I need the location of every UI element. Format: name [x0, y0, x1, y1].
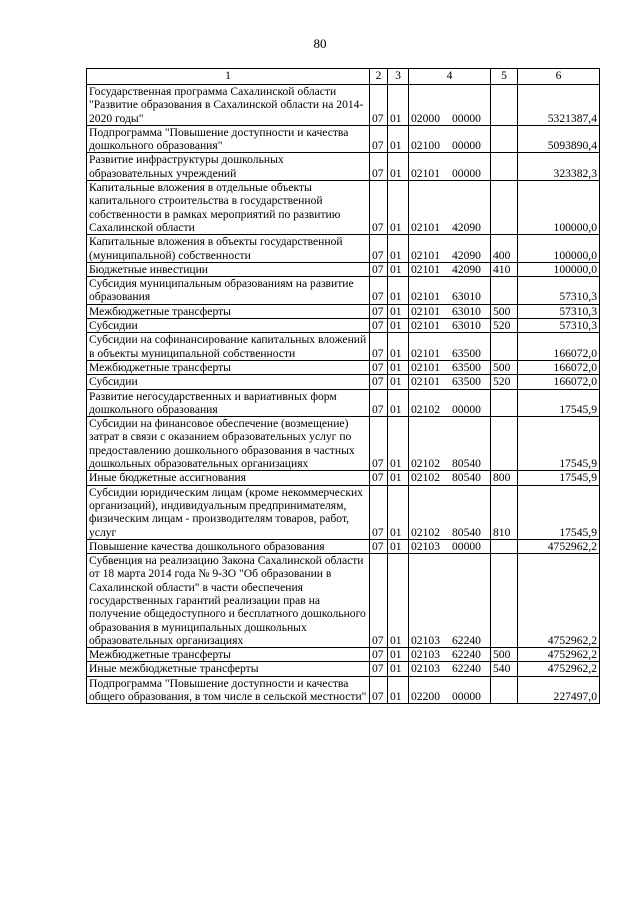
target-code-direction: 62240	[451, 662, 481, 676]
column-header-2: 2	[370, 69, 388, 85]
row-expense-type	[491, 277, 518, 305]
row-section-code: 07	[370, 360, 388, 374]
target-code-program: 02101	[411, 262, 440, 276]
table-row	[87, 304, 600, 318]
row-name: Межбюджетные трансферты	[87, 360, 370, 374]
row-target-code	[409, 648, 491, 662]
row-amount: 323382,3	[518, 153, 600, 181]
row-amount: 4752962,2	[518, 554, 600, 648]
row-subsection-code: 01	[388, 676, 409, 704]
target-code-program: 02103	[411, 633, 440, 647]
row-target-code	[409, 85, 491, 126]
row-section-code: 07	[370, 375, 388, 389]
row-subsection-code: 01	[388, 648, 409, 662]
row-subsection-code: 01	[388, 85, 409, 126]
row-name: Государственная программа Сахалинской области "Развитие образования в Сахалинской области на 2014-2020 годы"	[87, 85, 370, 126]
target-code-program: 02101	[411, 375, 440, 389]
row-subsection-code: 01	[388, 181, 409, 235]
target-code-program: 02101	[411, 290, 440, 304]
target-code-direction: 42090	[451, 248, 481, 262]
row-section-code: 07	[370, 262, 388, 276]
row-subsection-code: 01	[388, 375, 409, 389]
row-target-code	[409, 417, 491, 471]
row-section-code: 07	[370, 389, 388, 417]
row-name: Субсидии	[87, 375, 370, 389]
row-section-code: 07	[370, 304, 388, 318]
row-amount: 17545,9	[518, 471, 600, 485]
target-code-program: 02103	[411, 648, 440, 662]
table-row	[87, 153, 600, 181]
row-subsection-code: 01	[388, 262, 409, 276]
row-expense-type: 800	[491, 471, 518, 485]
row-expense-type: 500	[491, 304, 518, 318]
row-amount: 4752962,2	[518, 648, 600, 662]
table-row	[87, 375, 600, 389]
row-name: Бюджетные инвестиции	[87, 262, 370, 276]
target-code-direction: 80540	[451, 525, 481, 539]
target-code-direction: 80540	[451, 471, 481, 485]
row-subsection-code: 01	[388, 471, 409, 485]
row-section-code: 07	[370, 153, 388, 181]
column-header-1: 1	[87, 69, 370, 85]
table-row	[87, 277, 600, 305]
row-expense-type	[491, 676, 518, 704]
target-code-direction: 63500	[451, 375, 481, 389]
target-code-program: 02101	[411, 220, 440, 234]
row-name: Развитие инфраструктуры дошкольных образовательных учреждений	[87, 153, 370, 181]
target-code-program: 02102	[411, 402, 440, 416]
row-section-code: 07	[370, 485, 388, 539]
row-section-code: 07	[370, 277, 388, 305]
table-row	[87, 539, 600, 553]
row-target-code	[409, 375, 491, 389]
target-code-program: 02102	[411, 525, 440, 539]
column-header-5: 5	[491, 69, 518, 85]
row-target-code	[409, 539, 491, 553]
row-name: Межбюджетные трансферты	[87, 648, 370, 662]
target-code-program: 02101	[411, 166, 440, 180]
row-amount: 57310,3	[518, 277, 600, 305]
row-expense-type	[491, 539, 518, 553]
row-expense-type	[491, 125, 518, 153]
row-amount: 166072,0	[518, 333, 600, 361]
table-row	[87, 648, 600, 662]
row-name: Субсидии на финансовое обеспечение (возмещение) затрат в связи с оказанием образовательных услуг по предоставлению дошкольного образования в частных дошкольных образовательных организациях	[87, 417, 370, 471]
row-subsection-code: 01	[388, 319, 409, 333]
row-section-code: 07	[370, 85, 388, 126]
row-target-code	[409, 662, 491, 676]
target-code-direction: 80540	[451, 457, 481, 471]
row-target-code	[409, 277, 491, 305]
target-code-direction: 00000	[451, 111, 481, 125]
row-name: Субсидии	[87, 319, 370, 333]
row-subsection-code: 01	[388, 360, 409, 374]
target-code-program: 02101	[411, 319, 440, 333]
row-subsection-code: 01	[388, 333, 409, 361]
row-subsection-code: 01	[388, 125, 409, 153]
row-section-code: 07	[370, 235, 388, 263]
row-section-code: 07	[370, 319, 388, 333]
row-name: Подпрограмма "Повышение доступности и качества дошкольного образования"	[87, 125, 370, 153]
row-name: Развитие негосударственных и вариативных форм дошкольного образования	[87, 389, 370, 417]
row-name: Повышение качества дошкольного образования	[87, 539, 370, 553]
row-amount: 227497,0	[518, 676, 600, 704]
row-name: Капитальные вложения в отдельные объекты капитального строительства в государственной собственности в рамках мероприятий по развитию Сахалинской области	[87, 181, 370, 235]
target-code-direction: 62240	[451, 648, 481, 662]
row-target-code	[409, 181, 491, 235]
row-amount: 100000,0	[518, 235, 600, 263]
table-row	[87, 262, 600, 276]
column-header-3: 3	[388, 69, 409, 85]
target-code-direction: 63010	[451, 304, 481, 318]
target-code-program: 02101	[411, 360, 440, 374]
table-row	[87, 360, 600, 374]
table-row	[87, 676, 600, 704]
row-target-code	[409, 333, 491, 361]
target-code-program: 02200	[411, 690, 440, 704]
page-number: 80	[313, 36, 327, 51]
budget-table	[86, 68, 600, 704]
row-subsection-code: 01	[388, 389, 409, 417]
row-expense-type: 410	[491, 262, 518, 276]
row-amount: 57310,3	[518, 304, 600, 318]
target-code-program: 02103	[411, 662, 440, 676]
row-name: Капитальные вложения в объекты государственной (муниципальной) собственности	[87, 235, 370, 263]
row-target-code	[409, 304, 491, 318]
row-subsection-code: 01	[388, 277, 409, 305]
target-code-direction: 63500	[451, 346, 481, 360]
row-section-code: 07	[370, 539, 388, 553]
row-expense-type: 400	[491, 235, 518, 263]
target-code-direction: 00000	[451, 539, 481, 553]
table-row	[87, 333, 600, 361]
row-target-code	[409, 676, 491, 704]
row-name: Субсидия муниципальным образованиям на развитие образования	[87, 277, 370, 305]
row-name: Субсидии юридическим лицам (кроме некоммерческих организаций), индивидуальным предпринимателям, физическим лицам - производителям товаров, работ, услуг	[87, 485, 370, 539]
row-amount: 17545,9	[518, 417, 600, 471]
target-code-program: 02102	[411, 471, 440, 485]
row-subsection-code: 01	[388, 539, 409, 553]
table-row	[87, 125, 600, 153]
row-amount: 5093890,4	[518, 125, 600, 153]
table-row	[87, 471, 600, 485]
target-code-direction: 00000	[451, 690, 481, 704]
row-name: Иные межбюджетные трансферты	[87, 662, 370, 676]
target-code-direction: 00000	[451, 139, 481, 153]
table-row	[87, 389, 600, 417]
row-expense-type: 520	[491, 375, 518, 389]
table-header-row	[87, 69, 600, 85]
row-amount: 5321387,4	[518, 85, 600, 126]
row-expense-type	[491, 181, 518, 235]
target-code-direction: 63010	[451, 319, 481, 333]
row-section-code: 07	[370, 648, 388, 662]
row-amount: 57310,3	[518, 319, 600, 333]
row-amount: 4752962,2	[518, 662, 600, 676]
row-section-code: 07	[370, 417, 388, 471]
row-amount: 100000,0	[518, 181, 600, 235]
row-subsection-code: 01	[388, 153, 409, 181]
row-section-code: 07	[370, 662, 388, 676]
row-subsection-code: 01	[388, 554, 409, 648]
row-amount: 100000,0	[518, 262, 600, 276]
row-name: Субвенция на реализацию Закона Сахалинской области от 18 марта 2014 года № 9-ЗО "Об образовании в Сахалинской области" в части обеспечения государственных гарантий реализации прав на получение общедоступного и бесплатного дошкольного образования в муниципальных дошкольных образовательных организациях	[87, 554, 370, 648]
row-expense-type: 500	[491, 648, 518, 662]
row-section-code: 07	[370, 181, 388, 235]
column-header-6: 6	[518, 69, 600, 85]
target-code-program: 02101	[411, 304, 440, 318]
table-row	[87, 417, 600, 471]
row-target-code	[409, 235, 491, 263]
row-expense-type	[491, 85, 518, 126]
target-code-program: 02103	[411, 539, 440, 553]
row-section-code: 07	[370, 554, 388, 648]
target-code-direction: 62240	[451, 633, 481, 647]
row-target-code	[409, 319, 491, 333]
row-expense-type: 810	[491, 485, 518, 539]
row-target-code	[409, 389, 491, 417]
row-expense-type	[491, 153, 518, 181]
row-section-code: 07	[370, 676, 388, 704]
row-name: Субсидии на софинансирование капитальных вложений в объекты муниципальной собственности	[87, 333, 370, 361]
row-section-code: 07	[370, 471, 388, 485]
target-code-direction: 63500	[451, 360, 481, 374]
row-subsection-code: 01	[388, 485, 409, 539]
row-amount: 17545,9	[518, 389, 600, 417]
row-amount: 166072,0	[518, 375, 600, 389]
row-target-code	[409, 153, 491, 181]
row-section-code: 07	[370, 333, 388, 361]
row-expense-type	[491, 554, 518, 648]
row-amount: 166072,0	[518, 360, 600, 374]
column-header-4: 4	[409, 69, 491, 85]
table-row	[87, 662, 600, 676]
table-row	[87, 235, 600, 263]
table-row	[87, 554, 600, 648]
row-target-code	[409, 262, 491, 276]
row-amount: 4752962,2	[518, 539, 600, 553]
row-subsection-code: 01	[388, 304, 409, 318]
row-expense-type: 540	[491, 662, 518, 676]
row-expense-type	[491, 417, 518, 471]
table-row	[87, 85, 600, 126]
target-code-program: 02000	[411, 111, 440, 125]
row-name: Подпрограмма "Повышение доступности и качества общего образования, в том числе в сельской местности"	[87, 676, 370, 704]
row-name: Иные бюджетные ассигнования	[87, 471, 370, 485]
row-subsection-code: 01	[388, 417, 409, 471]
row-expense-type: 520	[491, 319, 518, 333]
target-code-program: 02102	[411, 457, 440, 471]
row-target-code	[409, 485, 491, 539]
row-expense-type	[491, 333, 518, 361]
target-code-program: 02101	[411, 248, 440, 262]
target-code-program: 02100	[411, 139, 440, 153]
table-row	[87, 485, 600, 539]
row-amount: 17545,9	[518, 485, 600, 539]
row-section-code: 07	[370, 125, 388, 153]
target-code-direction: 63010	[451, 290, 481, 304]
row-target-code	[409, 360, 491, 374]
row-expense-type	[491, 389, 518, 417]
row-target-code	[409, 125, 491, 153]
row-target-code	[409, 471, 491, 485]
target-code-direction: 00000	[451, 166, 481, 180]
target-code-direction: 42090	[451, 262, 481, 276]
row-name: Межбюджетные трансферты	[87, 304, 370, 318]
target-code-direction: 00000	[451, 402, 481, 416]
target-code-direction: 42090	[451, 220, 481, 234]
row-expense-type: 500	[491, 360, 518, 374]
table-row	[87, 319, 600, 333]
row-target-code	[409, 554, 491, 648]
row-subsection-code: 01	[388, 235, 409, 263]
target-code-program: 02101	[411, 346, 440, 360]
row-subsection-code: 01	[388, 662, 409, 676]
table-row	[87, 181, 600, 235]
